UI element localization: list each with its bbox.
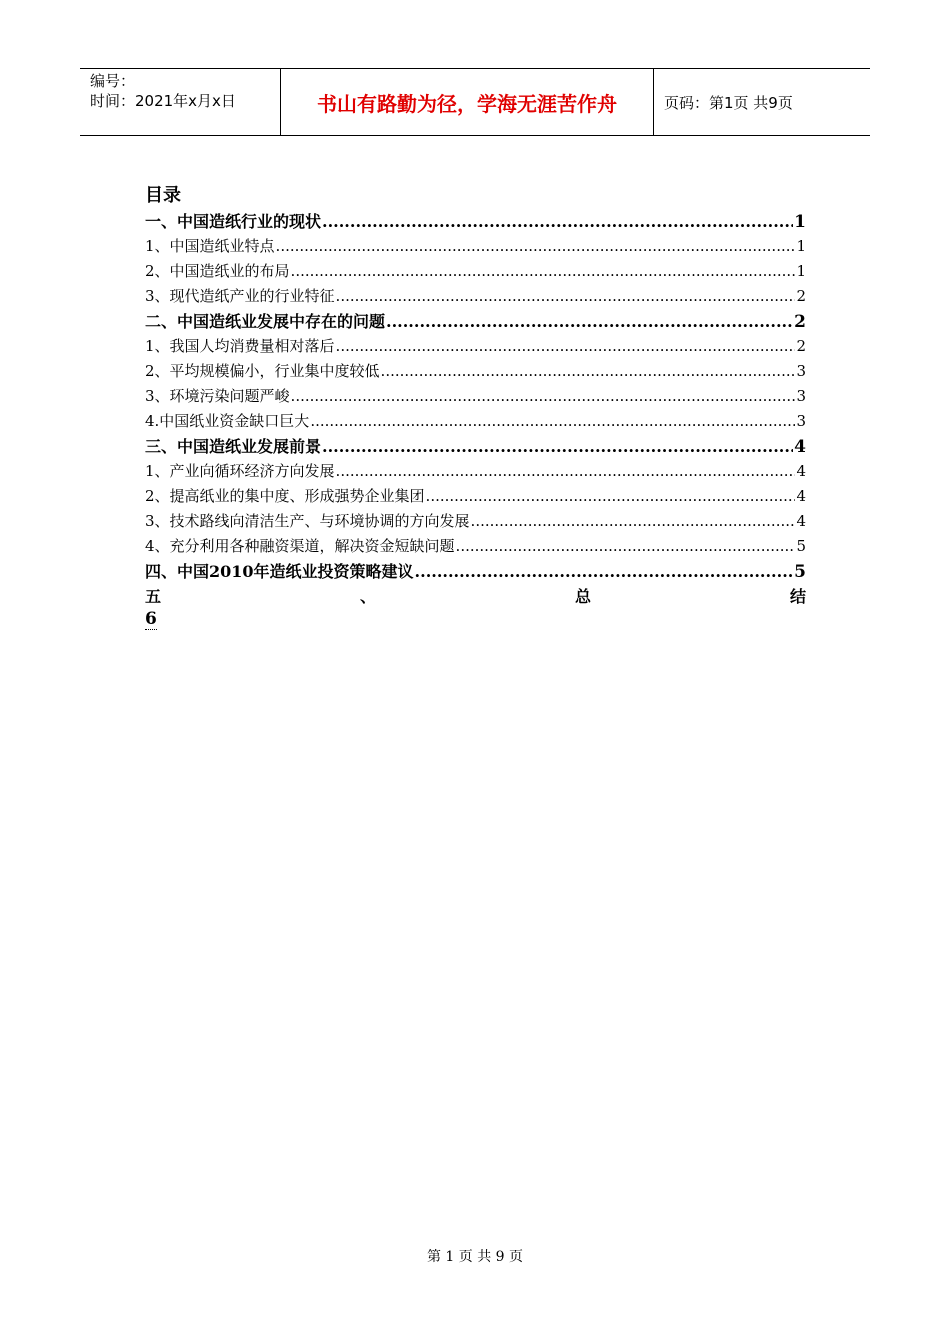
toc-entry[interactable] — [145, 534, 806, 559]
toc-leader-dots — [291, 259, 796, 284]
toc-last-char: 结 — [789, 587, 806, 606]
toc-leader-dots — [336, 334, 796, 359]
toc-entry-page: 1 — [796, 262, 806, 280]
toc-last-char: 、 — [359, 587, 376, 606]
toc-entry-text: 1、产业向循环经济方向发展 — [145, 462, 335, 480]
toc-entry[interactable] — [145, 484, 806, 509]
toc-last-char: 总 — [574, 587, 591, 606]
toc-entry-page: 2 — [796, 287, 806, 305]
toc-entry[interactable] — [145, 284, 806, 309]
toc-last-char: 五 — [145, 587, 162, 606]
footer-page-number: 第 1 页 共 9 页 — [426, 1249, 524, 1265]
toc-leader-dots — [426, 484, 796, 509]
toc-leader-dots — [386, 309, 793, 334]
toc-entry-page: 3 — [796, 362, 806, 380]
toc-entry-page: 2 — [794, 312, 806, 332]
page-footer — [0, 1246, 950, 1266]
toc-entry[interactable] — [145, 334, 806, 359]
toc-entry-text: 三、中国造纸业发展前景 — [145, 437, 322, 456]
toc-entry-text: 4.中国纸业资金缺口巨大 — [145, 412, 310, 430]
toc-entry-page: 1 — [794, 212, 806, 232]
toc-entry[interactable] — [145, 384, 806, 409]
header-motto-cell — [281, 69, 654, 135]
toc-last-page: 6 — [145, 609, 157, 629]
toc-entry[interactable] — [145, 459, 806, 484]
toc-entry-page: 4 — [794, 437, 806, 457]
header-page-cell — [654, 69, 870, 135]
toc-leader-dots — [471, 509, 796, 534]
toc-leader-dots — [336, 459, 796, 484]
toc-entry[interactable] — [145, 309, 806, 334]
toc-entry[interactable] — [145, 209, 806, 234]
toc-entry[interactable] — [145, 234, 806, 259]
toc-entry-page: 5 — [794, 562, 806, 582]
toc-leader-dots — [381, 359, 796, 384]
toc-entry[interactable] — [145, 434, 806, 459]
toc-leader-dots — [322, 434, 793, 459]
motto-text: 书山有路勤为径，学海无涯苦作舟 — [317, 91, 617, 116]
toc-entry-text: 3、现代造纸产业的行业特征 — [145, 287, 335, 305]
toc-leader-dots — [415, 559, 794, 584]
page-label: 页码：第1页 共9页 — [664, 93, 793, 112]
toc-entry-text: 2、中国造纸业的布局 — [145, 262, 290, 280]
toc-entry-text: 4、充分利用各种融资渠道，解决资金短缺问题 — [145, 537, 455, 555]
toc-entry-text: 2、平均规模偏小，行业集中度较低 — [145, 362, 380, 380]
toc-title: 目录 — [145, 185, 181, 206]
toc-leader-dots — [456, 534, 796, 559]
number-label: 编号： — [90, 72, 136, 90]
header-info-cell — [80, 69, 281, 135]
toc-leader-dots — [336, 284, 796, 309]
toc-entry-page: 1 — [796, 237, 806, 255]
toc-entry-page: 3 — [796, 412, 806, 430]
toc-leader-dots — [291, 384, 796, 409]
toc-entry-text: 3、技术路线向清洁生产、与环境协调的方向发展 — [145, 512, 470, 530]
toc-entry-text: 2、提高纸业的集中度、形成强势企业集团 — [145, 487, 425, 505]
toc-entry[interactable] — [145, 509, 806, 534]
toc-entry-text: 1、中国造纸业特点 — [145, 237, 275, 255]
toc-entry[interactable] — [145, 259, 806, 284]
toc-entry-page: 4 — [796, 487, 806, 505]
toc-entry-page: 4 — [796, 462, 806, 480]
toc-leader-dots — [322, 209, 793, 234]
toc-entry[interactable] — [145, 409, 806, 434]
toc-entry[interactable] — [145, 559, 806, 584]
toc-entry-page: 5 — [796, 537, 806, 555]
toc-entries — [145, 209, 806, 584]
toc-entry-text: 3、环境污染问题严峻 — [145, 387, 290, 405]
toc-entry-text: 1、我国人均消费量相对落后 — [145, 337, 335, 355]
table-of-contents — [145, 183, 806, 630]
header-table — [80, 68, 870, 136]
toc-leader-dots — [310, 409, 795, 434]
time-label: 时间：2021年x月x日 — [90, 92, 236, 110]
toc-entry[interactable] — [145, 359, 806, 384]
toc-leader-dots — [276, 234, 796, 259]
toc-last-entry[interactable] — [145, 584, 806, 609]
toc-entry-text: 二、中国造纸业发展中存在的问题 — [145, 312, 386, 331]
toc-entry-text: 四、中国2010年造纸业投资策略建议 — [145, 562, 414, 581]
toc-entry-text: 一、中国造纸行业的现状 — [145, 212, 322, 231]
toc-entry-page: 2 — [796, 337, 806, 355]
toc-entry-page: 4 — [796, 512, 806, 530]
toc-entry-page: 3 — [796, 387, 806, 405]
